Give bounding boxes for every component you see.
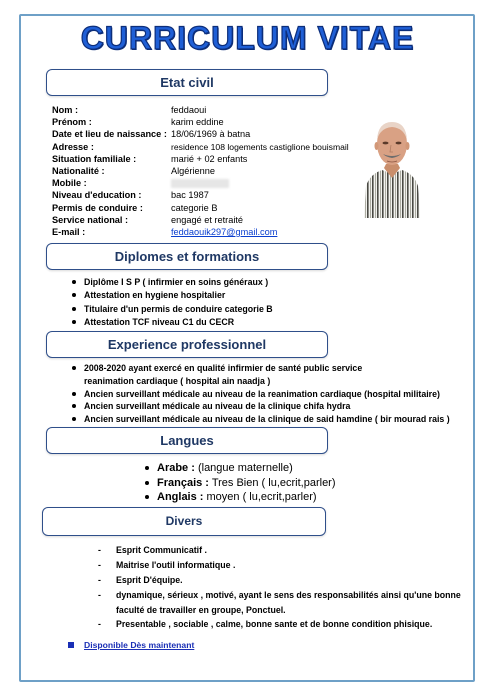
etat-civil-table (52, 104, 349, 238)
section-divers: Divers (42, 507, 326, 536)
info-row-permis (52, 202, 349, 214)
list-item: Ancien surveillant médicale au niveau de la clinique de said hamdine ( bir mourad rais ) (70, 413, 450, 426)
info-row-mobile (52, 177, 349, 189)
info-value: Algérienne (171, 166, 215, 177)
email-link[interactable]: feddaouik297@gmail.com (171, 227, 278, 238)
redacted-phone (171, 179, 229, 188)
language-name: Arabe : (157, 462, 195, 474)
divers-list (98, 543, 476, 632)
section-diplomes: Diplomes et formations (46, 243, 328, 270)
info-label: Adresse : (52, 141, 94, 152)
info-value: 18/06/1969 à batna (171, 129, 251, 140)
list-item: Titulaire d'un permis de conduire categorie B (70, 303, 273, 316)
list-item: Ancien surveillant médicale au niveau de la clinique chifa hydra (70, 400, 450, 413)
language-item-anglais (144, 490, 336, 505)
info-row-email (52, 226, 349, 238)
info-row-adresse (52, 141, 349, 153)
info-row-naissance (52, 128, 349, 140)
profile-photo (362, 108, 422, 218)
info-label: Service national : (52, 214, 129, 225)
experience-list (70, 362, 450, 426)
langues-list (144, 461, 336, 505)
list-item: - Maitrise l'outil informatique . (98, 558, 476, 573)
info-value: categorie B (171, 202, 218, 213)
language-name: Français : (157, 476, 209, 489)
list-item: 2008-2020 ayant exercé en qualité infirmier de santé public service reanimation cardiaque ( hospital ain naadja ) (70, 362, 414, 388)
language-level: Tres Bien ( lu,ecrit,parler) (208, 476, 336, 489)
language-item-arabe (144, 461, 336, 476)
info-value: engagé et retraité (171, 214, 244, 225)
language-level: (langue maternelle) (194, 462, 293, 474)
list-item: - Presentable , sociable , calme, bonne sante et de bonne condition phisique. (98, 617, 476, 632)
info-row-service (52, 214, 349, 226)
list-item: Attestation TCF niveau C1 du CECR (70, 316, 273, 329)
info-row-situation (52, 153, 349, 165)
language-level: moyen ( lu,ecrit,parler) (203, 491, 317, 504)
section-langues: Langues (46, 427, 328, 454)
availability-link[interactable]: Disponible Dès maintenant (84, 640, 195, 650)
info-label: Mobile : (52, 178, 87, 189)
info-value: bac 1987 (171, 190, 209, 201)
section-etat-civil: Etat civil (46, 69, 328, 96)
info-row-prenom (52, 116, 349, 128)
info-value: residence 108 logements castiglione bouismail (171, 141, 349, 152)
language-name: Anglais : (157, 491, 204, 504)
info-value: marié + 02 enfants (171, 153, 248, 164)
page-title: CURRICULUM VITAE (80, 20, 415, 56)
info-label: Situation familiale : (52, 153, 137, 164)
list-item: - Esprit D'équipe. (98, 573, 476, 588)
list-item: - dynamique, sérieux , motivé, ayant le sens des responsabilités ainsi qu'une bonne faculté de travailler en groupe, Ponctuel. (98, 588, 476, 617)
availability-note (68, 640, 194, 650)
info-label: Nom : (52, 105, 79, 115)
list-item: Diplôme I S P ( infirmier en soins généraux ) (70, 276, 273, 289)
info-row-education (52, 189, 349, 201)
list-item: Ancien surveillant médicale au niveau de la reanimation cardiaque (hospital militaire) (70, 388, 450, 401)
list-item: Attestation en hygiene hospitalier (70, 289, 273, 302)
info-value: feddaoui (171, 105, 207, 115)
info-label: Date et lieu de naissance : (52, 129, 167, 140)
info-row-nom (52, 104, 349, 116)
info-row-nationalite (52, 165, 349, 177)
info-label: Niveau d'education : (52, 190, 142, 201)
section-experience: Experience professionnel (46, 331, 328, 358)
info-label: Permis de conduire : (52, 202, 143, 213)
list-item: - Esprit Communicatif . (98, 543, 476, 558)
info-value: karim eddine (171, 117, 224, 128)
square-bullet-icon (68, 642, 74, 648)
language-item-francais (144, 476, 336, 491)
info-label: Prénom : (52, 117, 92, 128)
info-label: Nationalité : (52, 166, 105, 177)
info-label: E-mail : (52, 227, 86, 238)
diplomes-list (70, 276, 273, 330)
portrait-illustration (362, 108, 422, 218)
